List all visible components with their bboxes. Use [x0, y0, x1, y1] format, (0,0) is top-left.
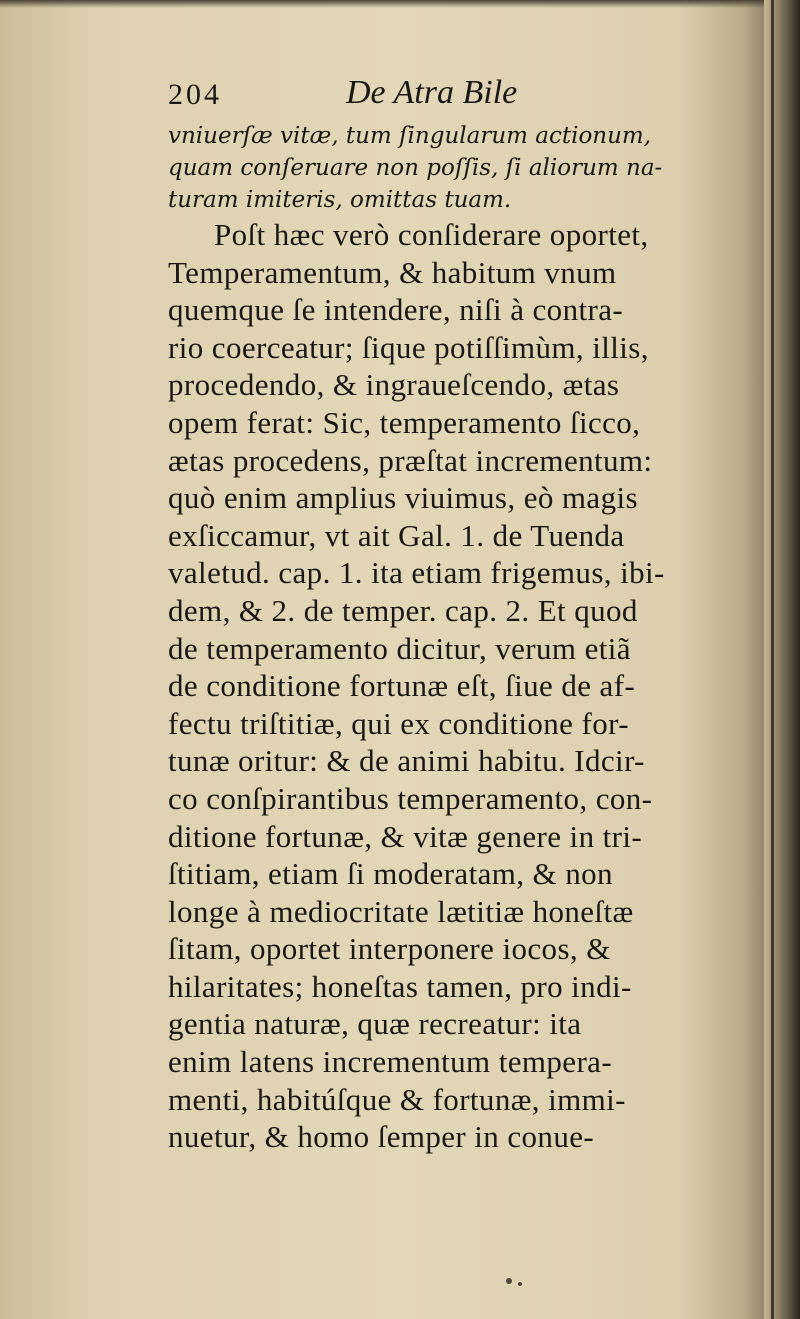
page-header: [168, 70, 734, 120]
text-line: procedendo, & ingraueſcendo, ætas: [168, 367, 620, 403]
book-gutter: [764, 0, 800, 1319]
text-line: turam imiteris, omittas tuam.: [168, 187, 512, 213]
text-line: de conditione fortunæ eſt, ſiue de af-: [168, 668, 636, 704]
page-text-block: [168, 70, 734, 1156]
text-line: ſitam, oportet interponere iocos, &: [168, 931, 611, 967]
text-line: menti, habitúſque & fortunæ, immi-: [168, 1081, 626, 1117]
text-line: fectu triſtitiæ, qui ex conditione for-: [168, 705, 629, 741]
text-line: dem, & 2. de temper. cap. 2. Et quod: [168, 592, 638, 628]
text-line: Poſt hæc verò conſiderare oportet,: [214, 217, 649, 252]
text-line: valetud. cap. 1. ita etiam frigemus, ibi-: [168, 555, 665, 591]
text-line: enim latens incrementum tempera-: [168, 1044, 613, 1080]
text-line: exſiccamur, vt ait Gal. 1. de Tuenda: [168, 517, 625, 553]
text-line: opem ferat: Sic, temperamento ſicco,: [168, 404, 641, 440]
text-line: rio coerceatur; ſique potiſſimùm, illis,: [168, 329, 649, 365]
ink-spot: [518, 1282, 522, 1286]
text-line: ditione fortunæ, & vitæ genere in tri-: [168, 818, 643, 854]
text-line: longe à mediocritate lætitiæ honeſtæ: [168, 893, 634, 929]
text-line: de temperamento dicitur, verum etiã: [168, 630, 631, 666]
text-line: ætas procedens, præſtat incrementum:: [168, 442, 653, 478]
text-line: co conſpirantibus temperamento, con-: [168, 780, 653, 816]
binding-shadow: [771, 0, 774, 1319]
ink-spot: [506, 1278, 512, 1284]
text-line: quemque ſe intendere, niſi à contra-: [168, 292, 624, 328]
text-line: vniuerſæ vitæ, tum ſingularum actionum,: [168, 123, 652, 149]
text-line: Temperamentum, & habitum vnum: [168, 254, 617, 290]
text-line: tunæ oritur: & de animi habitu. Idcir-: [168, 743, 645, 779]
text-line: gentia naturæ, quæ recreatur: ita: [168, 1006, 582, 1042]
text-line: hilaritates; honeſtas tamen, pro indi-: [168, 968, 632, 1004]
text-line: ſtitiam, etiam ſi moderatam, & non: [168, 856, 613, 892]
running-head: De Atra Bile: [346, 74, 518, 111]
text-line: nuetur, & homo ſemper in conue-: [168, 1119, 595, 1155]
text-line: quam conſeruare non poſſis, ſi aliorum na-: [168, 155, 663, 181]
text-line: quò enim amplius viuimus, eò magis: [168, 480, 638, 516]
page-number: 204: [168, 78, 222, 111]
